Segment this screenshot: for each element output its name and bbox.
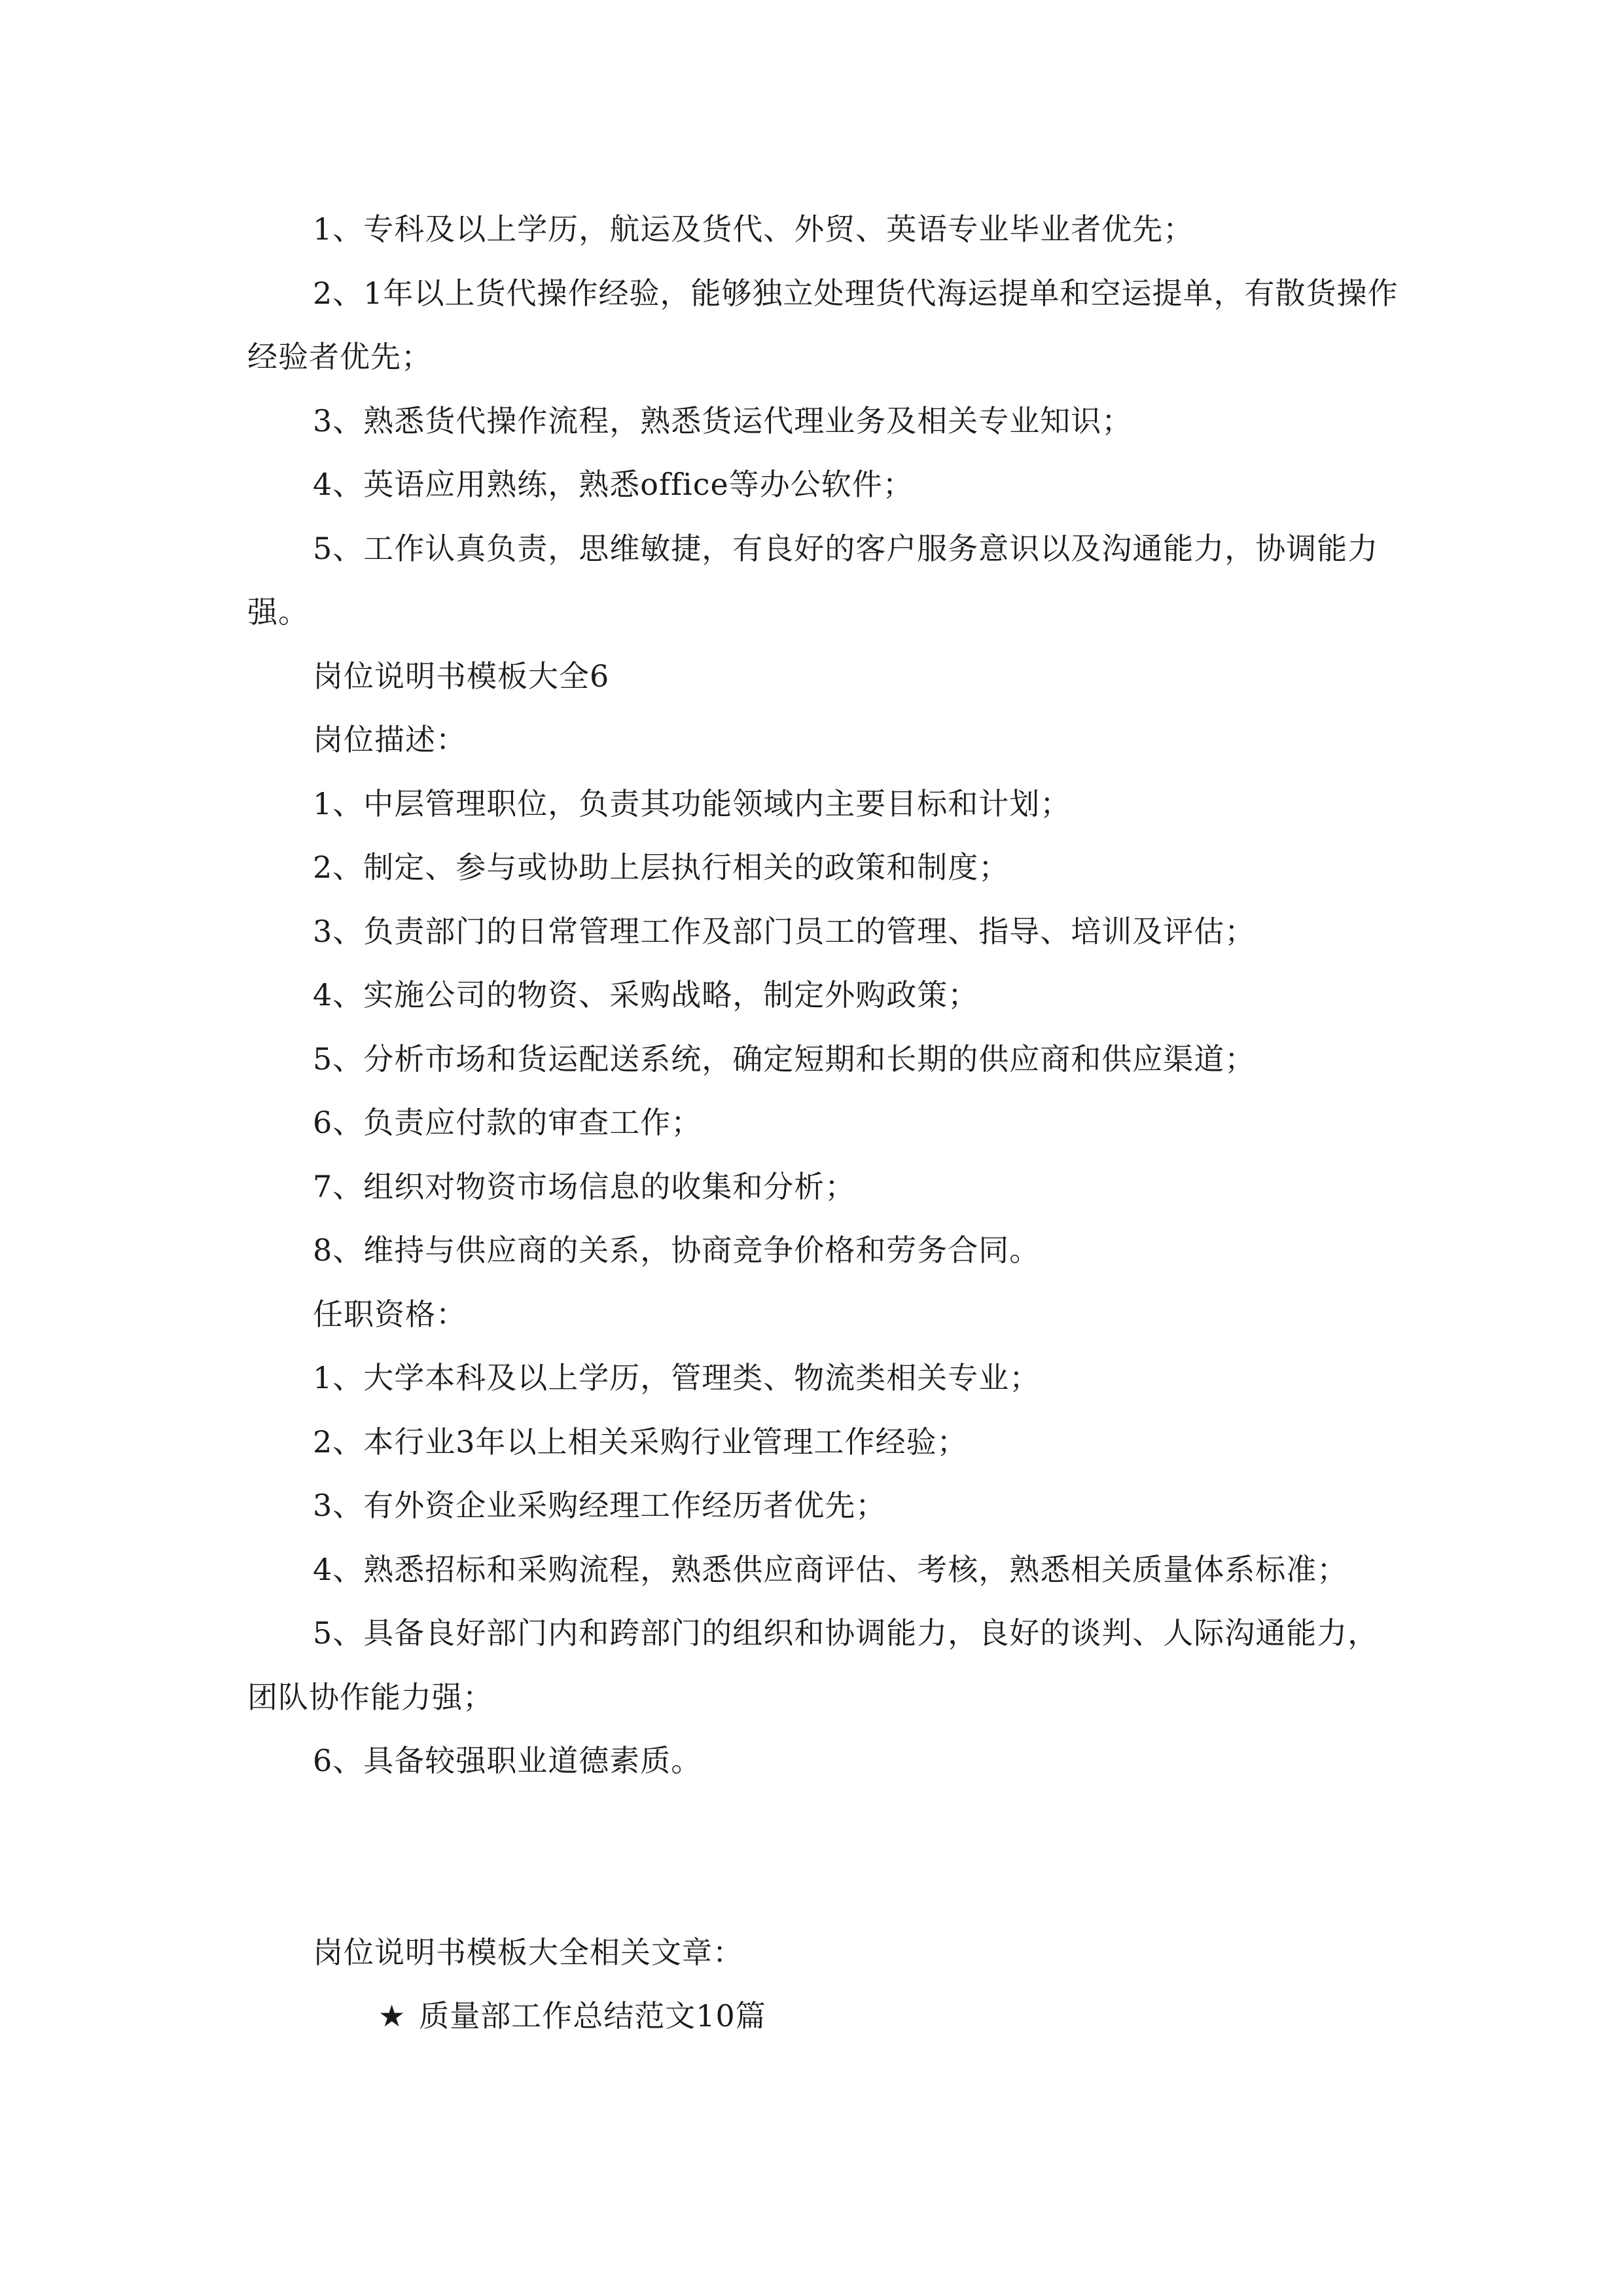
description-item-2: 2、制定、参与或协助上层执行相关的政策和制度； (313, 850, 1010, 885)
qualification-item-3: 3、有外资企业采购经理工作经历者优先； (313, 1488, 887, 1523)
requirement-item-3: 3、熟悉货代操作流程，熟悉货运代理业务及相关专业知识； (313, 403, 1133, 439)
description-item-7: 7、组织对物资市场信息的收集和分析； (313, 1168, 856, 1204)
related-articles-heading: 岗位说明书模板大全相关文章： (313, 1934, 743, 1970)
description-item-3: 3、负责部门的日常管理工作及部门员工的管理、指导、培训及评估； (313, 913, 1256, 949)
qualification-item-1: 1、大学本科及以上学历，管理类、物流类相关专业； (313, 1360, 1041, 1395)
requirement-item-2: 2、1年以上货代操作经验，能够独立处理货代海运提单和空运提单，有散货操作经验者优先； (247, 275, 1399, 374)
related-article-link[interactable]: 质量部工作总结范文10篇 (419, 1998, 766, 2034)
section-title: 岗位说明书模板大全6 (313, 658, 610, 694)
qualification-item-5: 5、具备良好部门内和跨部门的组织和协调能力，良好的谈判、人际沟通能力，团队协作能力强； (247, 1615, 1379, 1715)
section-spacer (247, 1793, 1399, 1921)
description-item-4: 4、实施公司的物资、采购战略，制定外购政策； (313, 977, 979, 1013)
description-item-6: 6、负责应付款的审查工作； (313, 1105, 702, 1140)
related-article-item[interactable] (247, 1984, 1399, 2049)
qualification-item-6: 6、具备较强职业道德素质。 (313, 1743, 702, 1778)
qualification-heading: 任职资格： (313, 1296, 467, 1332)
requirement-item-5: 5、工作认真负责，思维敏捷，有良好的客户服务意识以及沟通能力，协调能力强。 (247, 530, 1379, 630)
requirement-item-1: 1、专科及以上学历，航运及货代、外贸、英语专业毕业者优先； (313, 211, 1194, 247)
qualification-item-2: 2、本行业3年以上相关采购行业管理工作经验； (313, 1424, 968, 1460)
description-item-5: 5、分析市场和货运配送系统，确定短期和长期的供应商和供应渠道； (313, 1041, 1256, 1077)
description-item-8: 8、维持与供应商的关系，协商竞争价格和劳务合同。 (313, 1232, 1041, 1268)
document-body (247, 198, 1399, 2049)
requirement-item-4: 4、英语应用熟练，熟悉office等办公软件； (313, 467, 914, 502)
description-heading: 岗位描述： (313, 722, 467, 757)
star-icon: ★ (378, 1998, 406, 2034)
description-item-1: 1、中层管理职位，负责其功能领域内主要目标和计划； (313, 785, 1071, 821)
qualification-item-4: 4、熟悉招标和采购流程，熟悉供应商评估、考核，熟悉相关质量体系标准； (313, 1551, 1348, 1587)
